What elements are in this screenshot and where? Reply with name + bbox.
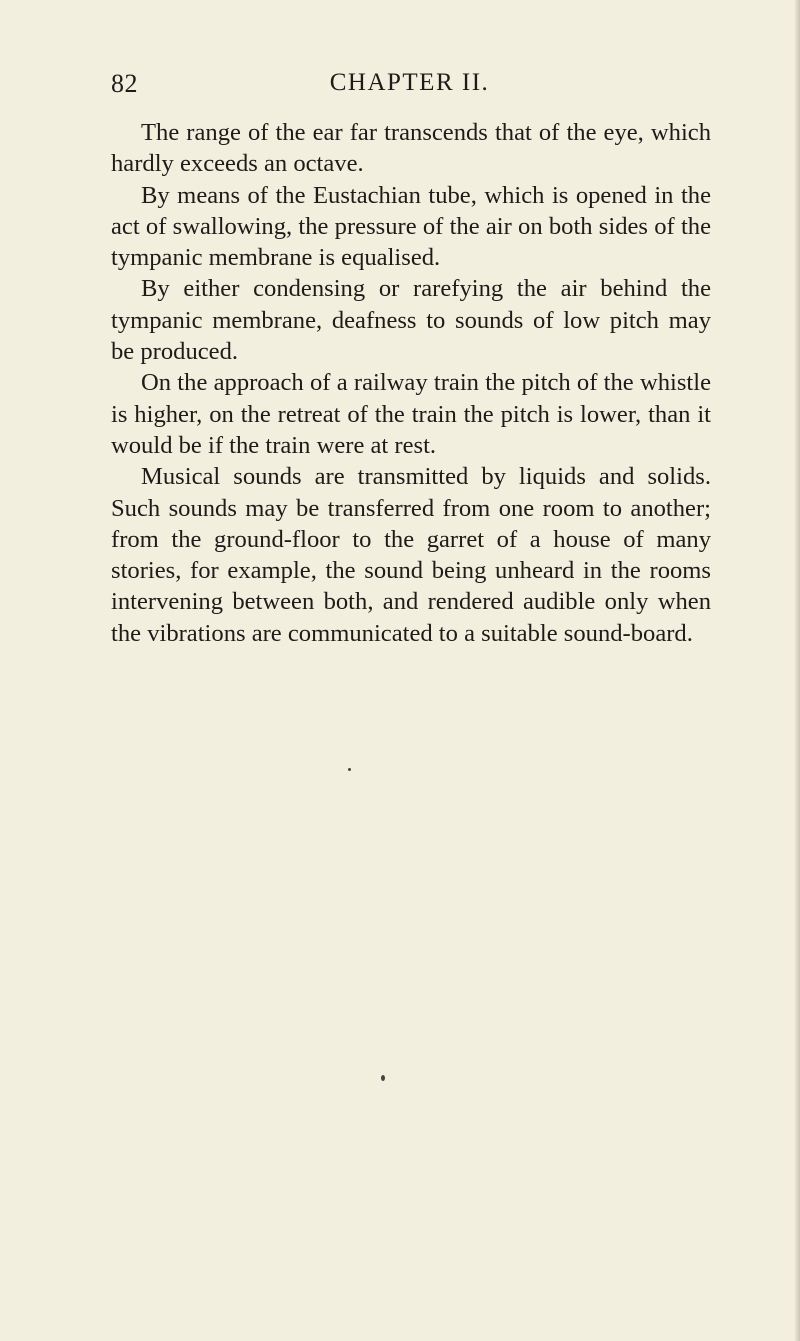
paragraph: The range of the ear far transcends that of the eye, which hardly exceeds an octave.: [111, 119, 711, 178]
page-header: [111, 69, 708, 109]
page-number: 82: [111, 69, 138, 98]
paragraph: By either condensing or rarefying the air behind the tympanic membrane, deafness to sounds of low pitch may be produced.: [111, 275, 711, 366]
page-edge-shadow: [794, 0, 800, 1341]
ink-speck: [381, 1075, 385, 1081]
ink-speck: [348, 768, 351, 771]
body-text: [111, 117, 711, 649]
paragraph: Musical sounds are transmitted by liquids and solids. Such sounds may be transferred from one room to another; from the ground-floor to the garret of a house of many stories, for example, the sound being unheard in the rooms intervening between both, and rendered audible only when the vibrations are communicated to a suitable sound-board.: [111, 463, 711, 647]
paragraph: By means of the Eustachian tube, which is opened in the act of swallowing, the pressure of the air on both sides of the tympanic membrane is equalised.: [111, 181, 711, 272]
running-head: CHAPTER II.: [329, 69, 490, 96]
paragraph: On the approach of a railway train the pitch of the whistle is higher, on the retreat of the train the pitch is lower, than it would be if the train were at rest.: [111, 369, 711, 459]
